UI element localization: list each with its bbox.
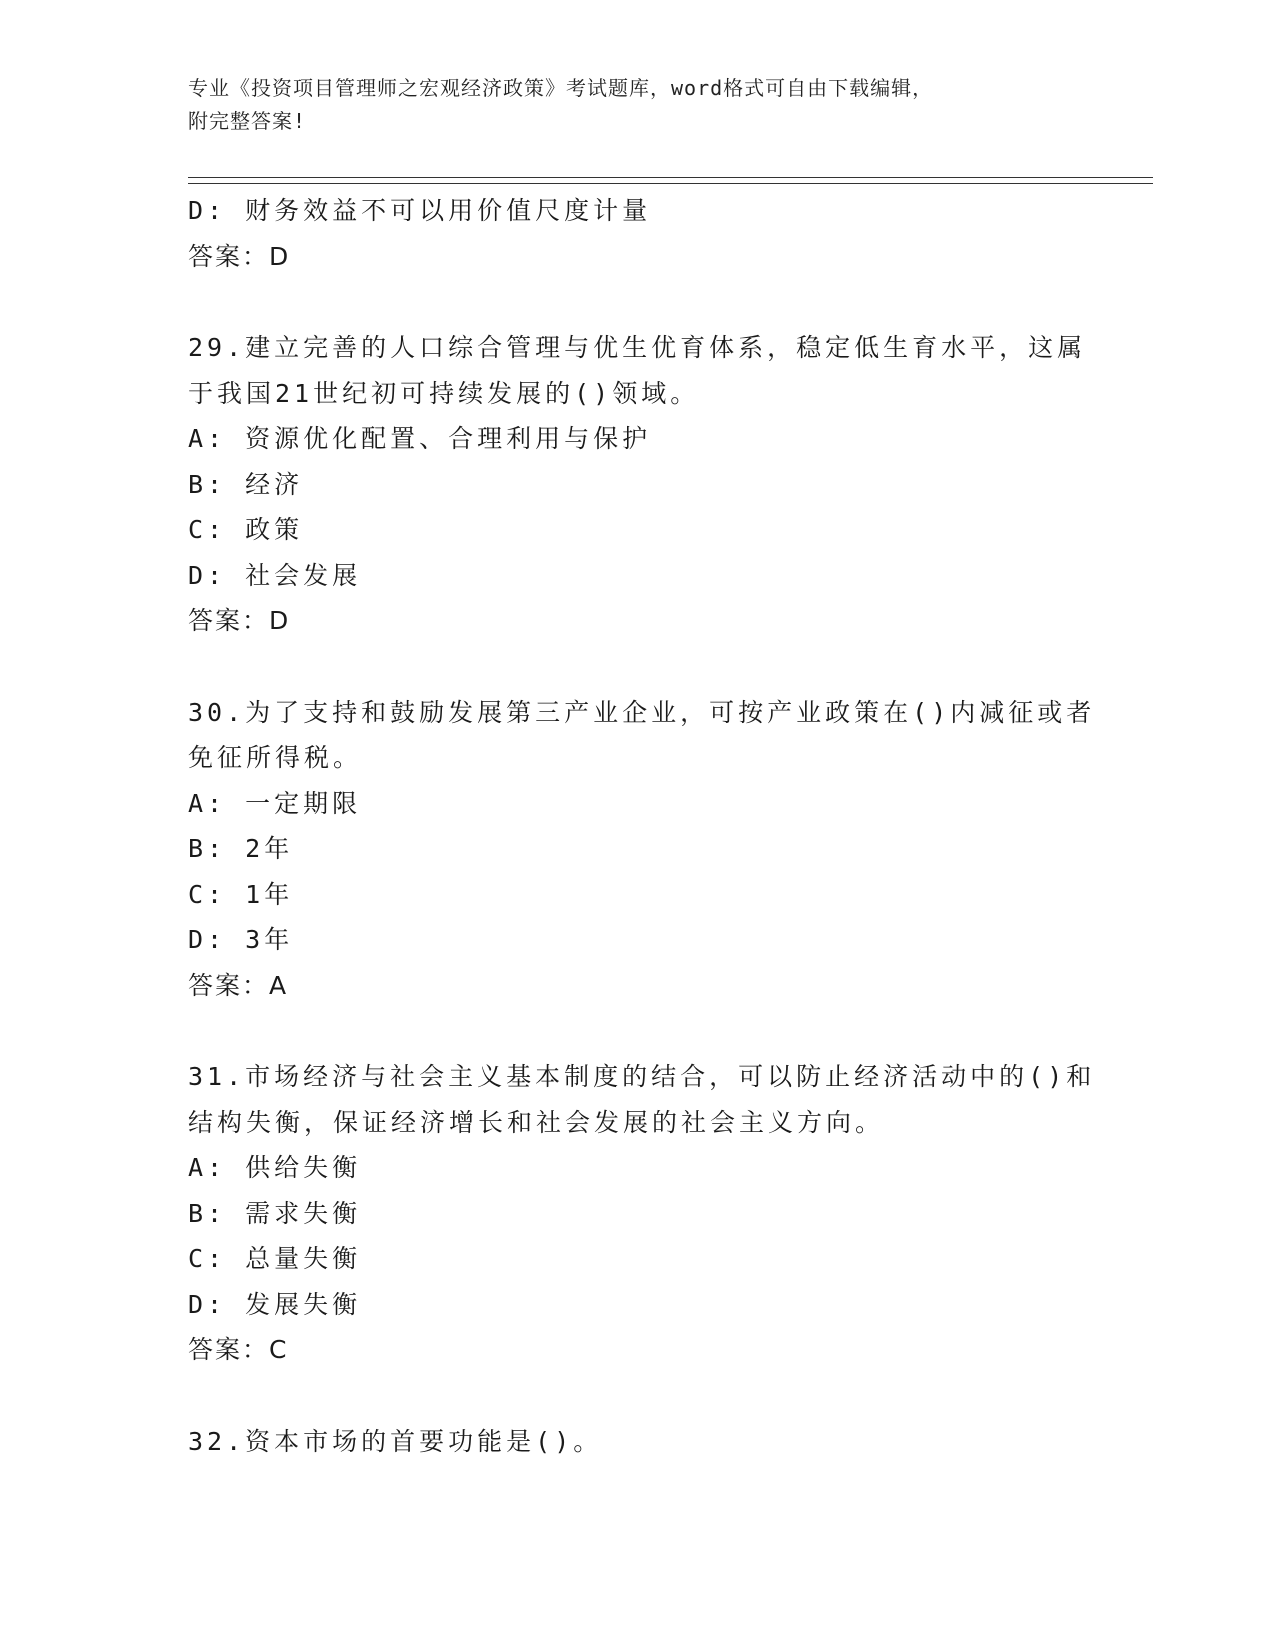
spacer <box>188 1373 1088 1419</box>
question-stem: 29.建立完善的人口综合管理与优生优育体系，稳定低生育水平，这属 <box>188 333 1087 362</box>
question-stem: 30.为了支持和鼓励发展第三产业企业，可按产业政策在()内减征或者 <box>188 697 1096 727</box>
document-header <box>188 72 1088 138</box>
question-list <box>188 188 1096 1464</box>
answer-line: 答案：C <box>188 1335 289 1364</box>
option-c: C: 政策 <box>188 515 304 544</box>
spacer <box>188 1008 1088 1054</box>
header-line-2: 附完整答案! <box>188 109 307 133</box>
question-30 <box>188 690 1096 1009</box>
question-stem: 免征所得税。 <box>188 743 363 772</box>
option-d: D: 3年 <box>188 925 294 954</box>
option-a: A: 一定期限 <box>188 788 362 818</box>
question-stem: 31.市场经济与社会主义基本制度的结合，可以防止经济活动中的()和 <box>188 1062 1096 1091</box>
option-a: A: 供给失衡 <box>188 1153 362 1182</box>
question-stem: 32.资本市场的首要功能是()。 <box>188 1426 603 1456</box>
spacer <box>188 279 1088 325</box>
option-d: D: 财务效益不可以用价值尺度计量 <box>188 196 652 225</box>
header-rule-bottom <box>188 183 1153 184</box>
header-line-1: 专业《投资项目管理师之宏观经济政策》考试题库，word格式可自由下载编辑， <box>188 76 934 100</box>
option-d: D: 社会发展 <box>188 560 362 590</box>
answer-line: 答案：D <box>188 241 291 271</box>
option-c: C: 1年 <box>188 879 294 909</box>
question-31 <box>188 1054 1096 1373</box>
option-b: B: 经济 <box>188 469 304 499</box>
question-stem: 结构失衡，保证经济增长和社会发展的社会主义方向。 <box>188 1107 885 1137</box>
question-32 <box>188 1419 1088 1465</box>
question-stem: 于我国21世纪初可持续发展的()领域。 <box>188 378 700 408</box>
spacer <box>188 644 1088 690</box>
option-b: B: 需求失衡 <box>188 1198 362 1228</box>
option-d: D: 发展失衡 <box>188 1289 362 1319</box>
header-rule-top <box>188 177 1153 178</box>
question-29 <box>188 325 1088 644</box>
option-b: B: 2年 <box>188 834 294 863</box>
option-a: A: 资源优化配置、合理利用与保护 <box>188 424 652 453</box>
answer-line: 答案：D <box>188 606 291 635</box>
answer-line: 答案：A <box>188 970 289 1000</box>
option-c: C: 总量失衡 <box>188 1244 362 1273</box>
